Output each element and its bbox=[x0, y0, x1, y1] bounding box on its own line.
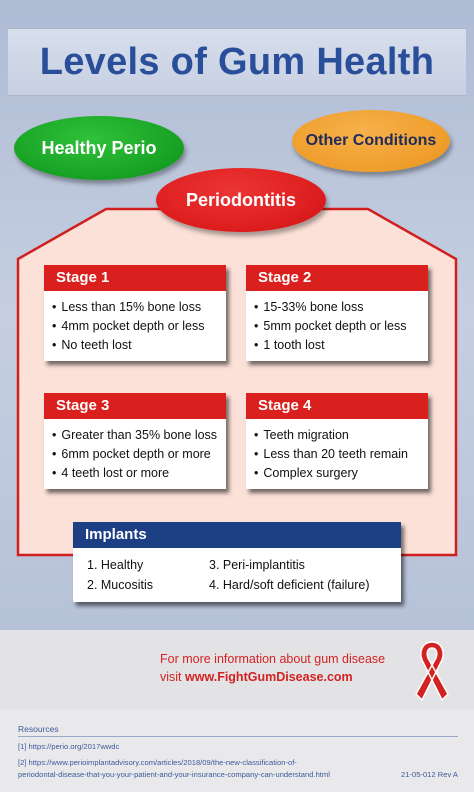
stage-3-item: • 4 teeth lost or more bbox=[52, 464, 220, 483]
stage-1-item: • 4mm pocket depth or less bbox=[52, 317, 220, 336]
other-conditions-label: Other Conditions bbox=[305, 132, 437, 149]
stage-4-title: Stage 4 bbox=[246, 393, 428, 419]
stage-4-card bbox=[246, 393, 428, 489]
stage-1-item: • No teeth lost bbox=[52, 336, 220, 355]
implants-item: 2. Mucositis bbox=[87, 578, 153, 592]
stage-3-item: • 6mm pocket depth or more bbox=[52, 445, 220, 464]
house-outline bbox=[16, 205, 458, 560]
resource-link-continued[interactable]: periodontal-disease-that-you-your-patient-and-your-insurance-company-can-understand.html bbox=[18, 770, 330, 779]
stage-4-item: • Teeth migration bbox=[254, 426, 422, 445]
page-title: Levels of Gum Health bbox=[39, 40, 435, 83]
other-conditions-oval bbox=[292, 110, 450, 172]
healthy-perio-oval bbox=[14, 116, 184, 180]
info-section bbox=[0, 630, 474, 710]
stage-1-card bbox=[44, 265, 226, 361]
resource-link[interactable]: [2] https://www.perioimplantadvisory.com/articles/2018/09/the-new-classification-of- bbox=[18, 758, 297, 767]
visit-label: visit bbox=[160, 670, 182, 684]
info-visit-line bbox=[160, 670, 353, 684]
periodontitis-label: Periodontitis bbox=[185, 189, 296, 210]
stage-1-title: Stage 1 bbox=[44, 265, 226, 291]
implants-item: 1. Healthy bbox=[87, 558, 144, 572]
implants-item: 3. Peri-implantitis bbox=[209, 558, 305, 572]
stage-4-item: • Less than 20 teeth remain bbox=[254, 445, 422, 464]
resource-link[interactable]: [1] https://perio.org/2017wwdc bbox=[18, 742, 120, 751]
stage-4-item: • Complex surgery bbox=[254, 464, 422, 483]
implants-title: Implants bbox=[73, 522, 401, 548]
implants-card bbox=[73, 522, 401, 602]
stage-1-item: • Less than 15% bone loss bbox=[52, 298, 220, 317]
stage-3-title: Stage 3 bbox=[44, 393, 226, 419]
healthy-perio-label: Healthy Perio bbox=[41, 137, 157, 158]
title-banner bbox=[8, 28, 466, 96]
stage-3-card bbox=[44, 393, 226, 489]
resources-section bbox=[0, 718, 474, 792]
stage-2-item: • 1 tooth lost bbox=[254, 336, 422, 355]
stage-2-title: Stage 2 bbox=[246, 265, 428, 291]
awareness-ribbon-icon bbox=[412, 638, 452, 706]
stage-2-item: • 15-33% bone loss bbox=[254, 298, 422, 317]
resources-title: Resources bbox=[18, 724, 59, 734]
website-link[interactable]: www.FightGumDisease.com bbox=[185, 670, 353, 684]
stage-2-card bbox=[246, 265, 428, 361]
revision-code: 21-05-012 Rev A bbox=[401, 770, 458, 779]
resources-divider bbox=[18, 736, 458, 737]
info-text: For more information about gum disease bbox=[160, 652, 386, 666]
stage-2-item: • 5mm pocket depth or less bbox=[254, 317, 422, 336]
periodontitis-oval bbox=[156, 168, 326, 232]
stage-3-item: • Greater than 35% bone loss bbox=[52, 426, 220, 445]
implants-item: 4. Hard/soft deficient (failure) bbox=[209, 578, 370, 592]
